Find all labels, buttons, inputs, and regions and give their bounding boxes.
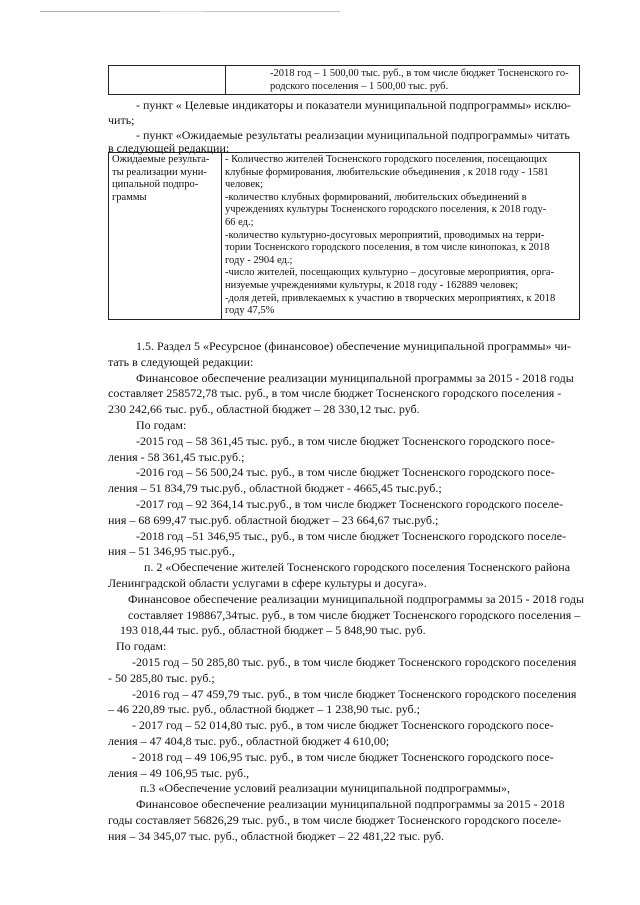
result-line: году 47,5% <box>225 305 275 317</box>
body-line: ления - 58 361,45 тыс.руб.; <box>108 449 245 464</box>
body-line: -2015 год – 58 361,45 тыс. руб., в том числе бюджет Тосненского городского посе- <box>136 433 555 448</box>
table-label-cell <box>109 66 226 95</box>
result-line: -количество клубных формирований, любительских объединений в <box>225 191 527 203</box>
results-content-cell <box>222 153 580 320</box>
body-line: – 46 220,89 тыс. руб., областной бюджет – 1 238,90 тыс. руб.; <box>108 702 420 717</box>
scan-artifact-line <box>40 11 340 12</box>
body-line: Финансовое обеспечение реализации муниципальной подпрограммы за 2015 - 2018 годы <box>128 591 585 606</box>
text-line: родского поселения – 1 500,00 тыс. руб. <box>270 81 449 92</box>
result-line: 66 ед.; <box>225 216 254 228</box>
amendment-line: - пункт « Целевые индикаторы и показатели муниципальной подпрограммы» исклю- <box>136 98 571 112</box>
amendment-line: в следующей редакции: <box>108 141 230 155</box>
results-label-cell <box>109 153 222 320</box>
result-line: низуемые учреждениями культуры, к 2018 году - 162889 человек; <box>225 279 519 291</box>
result-line: человек; <box>225 179 264 191</box>
body-line: - 2017 год – 52 014,80 тыс. руб., в том числе бюджет Тосненского городского посе- <box>132 718 554 733</box>
body-line: п. 2 «Обеспечение жителей Тосненского городского поселения Тосненского района <box>144 560 571 575</box>
table-row <box>109 153 580 320</box>
body-line: 230 242,66 тыс. руб., областной бюджет – 28 330,12 тыс. руб. <box>108 402 420 417</box>
body-line: п.3 «Обеспечение условий реализации муниципальной подпрограммы», <box>140 781 510 796</box>
label-line: ты реализации муни- <box>112 166 207 178</box>
result-line: -доля детей, привлекаемых к участию в творческих мероприятиях, к 2018 <box>225 292 556 304</box>
result-line: учреждениях культуры Тосненского городского поселения, к 2018 году- <box>225 204 547 216</box>
result-line: тории Тосненского городского поселения, в том числе кинопоказ, к 2018 <box>225 242 550 254</box>
body-line: ления – 47 404,8 тыс. руб., областной бюджет 4 610,00; <box>108 733 390 748</box>
body-line: -2017 год – 92 364,14 тыс.руб., в том числе бюджет Тосненского городского поселе- <box>136 496 564 511</box>
document-body <box>108 339 585 845</box>
body-line: Финансовое обеспечение реализации муниципальной подпрограммы за 2015 - 2018 <box>136 797 565 812</box>
table-content-cell <box>226 66 580 95</box>
label-line: Ожидаемые результа- <box>112 154 210 165</box>
result-line: году - 2904 ед.; <box>225 254 293 266</box>
body-line: ния – 34 345,07 тыс. руб., областной бюджет – 22 481,22 тыс. руб. <box>108 828 445 843</box>
result-line: клубные формирования, любительские объединения , к 2018 году - 1581 <box>225 166 549 178</box>
result-line: -количество культурно-досуговых мероприятий, проводимых на терри- <box>225 229 545 241</box>
body-line: составляет 198867,34тыс. руб., в том числе бюджет Тосненского городского поселения – <box>128 607 581 622</box>
body-line: -2016 год – 56 500,24 тыс. руб., в том числе бюджет Тосненского городского посе- <box>136 465 555 480</box>
body-line: 1.5. Раздел 5 «Ресурсное (финансовое) обеспечение муниципальной программы» чи- <box>136 339 571 353</box>
body-line: годы составляет 56826,29 тыс. руб., в том числе бюджет Тосненского городского поселе- <box>108 812 562 827</box>
result-line: - Количество жителей Тосненского городского поселения, посещающих <box>225 154 548 165</box>
body-line: -2016 год – 47 459,79 тыс. руб., в том числе бюджет Тосненского городского поселения <box>132 686 577 701</box>
expected-results-table <box>108 152 580 320</box>
body-line: ния – 51 346,95 тыс.руб., <box>108 544 235 559</box>
body-line: 193 018,44 тыс. руб., областной бюджет – 5 848,90 тыс. руб. <box>120 623 426 638</box>
body-line: Финансовое обеспечение реализации муниципальной программы за 2015 - 2018 годы <box>136 370 574 385</box>
body-line: - 2018 год – 49 106,95 тыс. руб., в том числе бюджет Тосненского городского посе- <box>132 749 554 764</box>
label-line: граммы <box>112 191 147 203</box>
body-line: -2015 год – 50 285,80 тыс. руб., в том числе бюджет Тосненского городского поселения <box>132 654 577 669</box>
body-line: составляет 258572,78 тыс. руб., в том числе бюджет Тосненского городского поселения - <box>108 386 562 401</box>
text-line: -2018 год – 1 500,00 тыс. руб., в том числе бюджет Тосненского го- <box>270 68 569 79</box>
body-line: Ленинградской области услугами в сфере культуры и досуга». <box>108 575 427 590</box>
body-line: ления – 49 106,95 тыс. руб., <box>108 765 250 780</box>
label-line: ципальной подпро- <box>112 179 199 191</box>
table-row <box>109 66 580 95</box>
body-line: По годам: <box>116 639 167 654</box>
body-line: ления – 51 834,79 тыс.руб., областной бюджет - 4665,45 тыс.руб.; <box>108 481 442 496</box>
body-line: тать в следующей редакции: <box>108 354 254 369</box>
amendment-line: - пункт «Ожидаемые результаты реализации муниципальной подпрограммы» читать <box>136 128 570 142</box>
result-line: -число жителей, посещающих культурно – досуговые мероприятия, орга- <box>225 267 555 279</box>
funding-table-continuation <box>108 65 580 95</box>
amendment-line: чить; <box>108 113 135 127</box>
body-line: По годам: <box>136 417 187 432</box>
body-line: - 50 285,80 тыс. руб.; <box>108 670 215 685</box>
body-line: -2018 год –51 346,95 тыс., руб., в том числе бюджет Тосненского городского поселе- <box>136 528 567 543</box>
body-line: ния – 68 699,47 тыс.руб. областной бюджет – 23 664,67 тыс.руб.; <box>108 512 439 527</box>
